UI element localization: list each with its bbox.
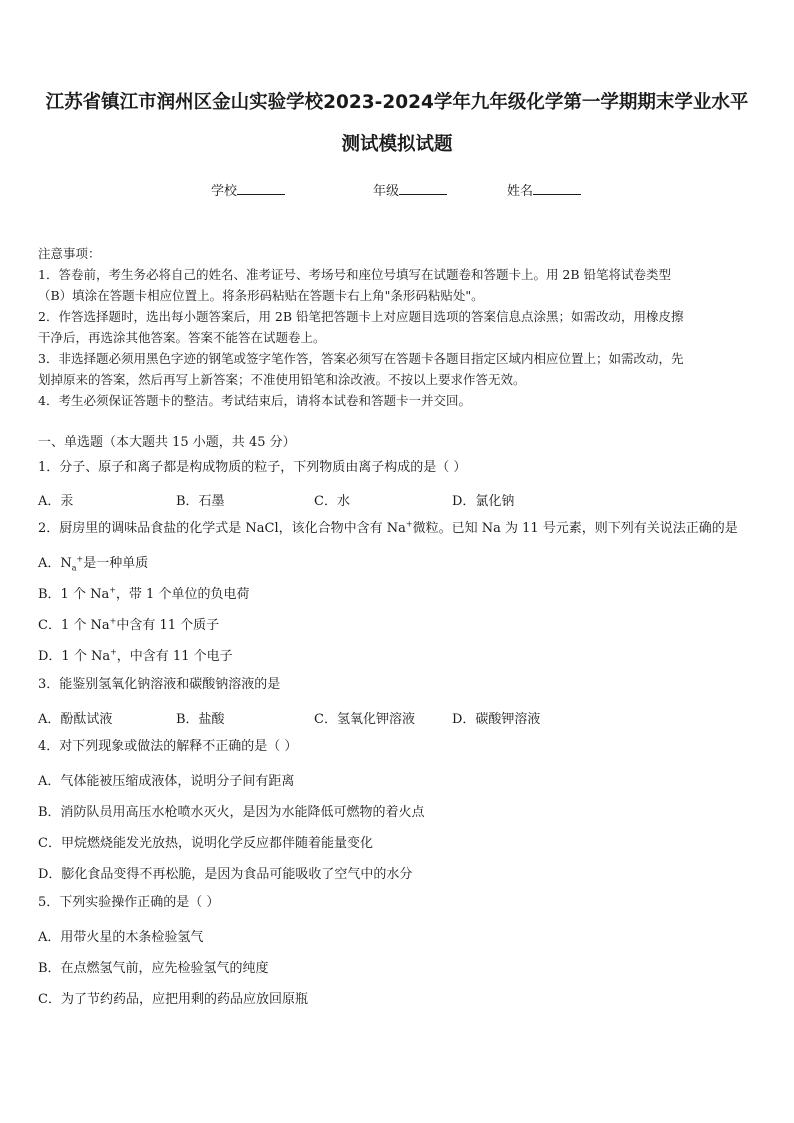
q4-option-a: A．气体能被压缩成液体，说明分子间有距离 [38,774,295,789]
superscript-plus: + [76,554,84,564]
school-blank [237,182,285,195]
q2-b-text: ，带 1 个单位的负电荷 [115,587,250,602]
name-blank [533,182,581,195]
superscript-plus: + [109,616,117,626]
superscript-plus: + [405,519,413,529]
notice-line: （B）填涂在答题卡相应位置上。将条形码粘贴在答题卡右上角"条形码粘贴处"。 [38,288,484,303]
q3-option-a: A．酚酞试液 [38,712,113,727]
notice-line: 干净后，再选涂其他答案。答案不能答在试题卷上。 [38,330,326,345]
q4-option-c: C．甲烷燃烧能发光放热，说明化学反应都伴随着能量变化 [38,836,373,851]
superscript-plus: + [109,585,116,595]
q2-a-text: A．N [38,556,72,571]
q4-option-d: D．膨化食品变得不再松脆，是因为食品可能吸收了空气中的水分 [38,867,413,882]
q3-option-d: D．碳酸钾溶液 [452,712,541,727]
q5-option-a: A．用带火星的木条检验氢气 [38,930,204,945]
q1-option-b: B．石墨 [176,494,225,509]
question-1-stem: 1．分子、原子和离子都是构成物质的粒子，下列物质由离子构成的是（ ） [38,460,467,475]
q1-option-a: A．汞 [38,494,74,509]
notice-line: 4．考生必须保证答题卡的整洁。考试结束后，请将本试卷和答题卡一并交回。 [38,393,471,408]
q2-stem-text: 微粒。已知 Na 为 11 号元素，则下列有关说法正确的是 [412,521,738,536]
q1-option-c: C．水 [314,494,350,509]
school-label: 学校 [211,184,238,199]
q2-a-text: 是一种单质 [83,556,149,571]
q2-c-text: 中含有 11 个质子 [116,618,220,633]
q2-option-b [38,583,249,602]
q3-option-b: B．盐酸 [176,712,225,727]
q5-option-c: C．为了节约药品，应把用剩的药品应放回原瓶 [38,992,308,1007]
q3-option-c: C．氢氧化钾溶液 [314,712,415,727]
question-2-stem [38,521,738,537]
section-heading: 一、单选题（本大题共 15 小题，共 45 分） [38,435,296,450]
grade-field [373,180,447,199]
grade-blank [399,182,447,195]
exam-title-line1: 江苏省镇江市润州区金山实验学校2023-2024学年九年级化学第一学期期末学业水平 [45,92,749,113]
notice-line: 2．作答选择题时，选出每小题答案后，用 2B 铅笔把答题卡上对应题目选项的答案信息点涂黑；如需改动，用橡皮擦 [38,309,684,324]
q2-d-text: D．1 个 Na [38,649,111,664]
notice-line: 划掉原来的答案，然后再写上新答案；不准使用铅笔和涂改液。不按以上要求作答无效。 [38,372,526,387]
notice-heading: 注意事项： [38,246,101,261]
q2-option-d [38,645,233,664]
q2-option-c [38,614,219,633]
school-field [211,180,285,199]
question-3-stem: 3．能鉴别氢氧化钠溶液和碳酸钠溶液的是 [38,677,281,692]
notice-line: 1．答卷前，考生务必将自己的姓名、准考证号、考场号和座位号填写在试题卷和答题卡上。用 2B 铅笔将试卷类型 [38,267,672,282]
subscript-a: a [71,563,77,573]
exam-title-line2: 测试模拟试题 [341,134,453,155]
name-field [507,180,581,199]
q4-option-b: B．消防队员用高压水枪喷水灭火，是因为水能降低可燃物的着火点 [38,805,425,820]
q2-b-text: B．1 个 Na [38,587,110,602]
superscript-plus: + [110,647,117,657]
q1-option-d: D．氯化钠 [452,494,515,509]
q2-option-a [38,552,148,571]
question-5-stem: 5．下列实验操作正确的是（ ） [38,895,220,910]
question-4-stem: 4．对下列现象或做法的解释不正确的是（ ） [38,739,298,754]
q2-stem-text: 2．厨房里的调味品食盐的化学式是 NaCl，该化合物中含有 Na [38,521,406,536]
name-label: 姓名 [507,184,534,199]
grade-label: 年级 [373,184,400,199]
q2-c-text: C．1 个 Na [38,618,110,633]
notice-line: 3．非选择题必须用黑色字迹的钢笔或签字笔作答，答案必须写在答题卡各题目指定区域内相应位置上；如需改动，先 [38,351,684,366]
q2-d-text: ，中含有 11 个电子 [116,649,233,664]
q5-option-b: B．在点燃氢气前，应先检验氢气的纯度 [38,961,269,976]
